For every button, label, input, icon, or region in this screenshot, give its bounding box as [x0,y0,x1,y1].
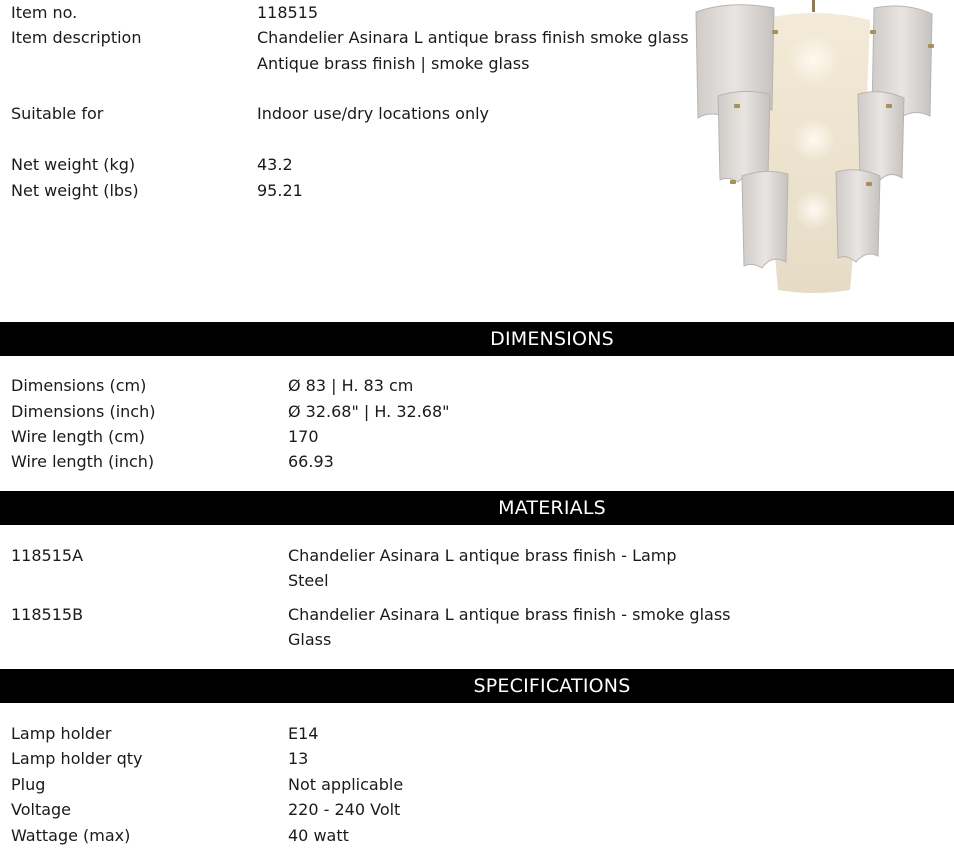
net-weight-kg-value: 43.2 [257,155,293,174]
lamp-holder-label: Lamp holder [11,724,112,743]
materials-title: MATERIALS [498,497,606,519]
specifications-header [0,669,954,703]
material-code-a: 118515A [11,546,84,565]
voltage-value: 220 - 240 Volt [288,800,401,819]
net-weight-kg-label: Net weight (kg) [11,155,136,174]
wire-length-inch-label: Wire length (inch) [11,452,155,471]
item-no-label: Item no. [11,3,78,22]
suitable-for-value: Indoor use/dry locations only [257,104,490,123]
dimensions-title: DIMENSIONS [490,328,614,350]
lamp-holder-value: E14 [288,724,319,743]
wire-length-inch-value: 66.93 [288,452,334,471]
dimensions-cm-value: Ø 83 | H. 83 cm [288,376,414,395]
lamp-holder-qty-label: Lamp holder qty [11,749,143,768]
item-description-label: Item description [11,28,142,47]
material-description-b: Chandelier Asinara L antique brass finish - smoke glass [288,605,731,624]
voltage-label: Voltage [11,800,72,819]
dimensions-header [0,322,954,356]
wire-length-cm-value: 170 [288,427,319,446]
specifications-title: SPECIFICATIONS [473,675,631,697]
plug-value: Not applicable [288,775,404,794]
net-weight-lbs-label: Net weight (lbs) [11,181,139,200]
item-description-value: Chandelier Asinara L antique brass finish smoke glass [257,28,689,47]
dimensions-inch-value: Ø 32.68" | H. 32.68" [288,402,450,421]
lamp-holder-qty-value: 13 [288,749,309,768]
wire-length-cm-label: Wire length (cm) [11,427,146,446]
material-type-a: Steel [288,571,329,590]
suitable-for-label: Suitable for [11,104,104,123]
materials-header [0,491,954,525]
wattage-label: Wattage (max) [11,826,131,845]
net-weight-lbs-value: 95.21 [257,181,303,200]
item-no-value: 118515 [257,3,319,22]
dimensions-inch-label: Dimensions (inch) [11,402,156,421]
dimensions-cm-label: Dimensions (cm) [11,376,147,395]
material-type-b: Glass [288,630,332,649]
plug-label: Plug [11,775,46,794]
material-code-b: 118515B [11,605,84,624]
item-finish-value: Antique brass finish | smoke glass [257,54,530,73]
material-description-a: Chandelier Asinara L antique brass finish - Lamp [288,546,677,565]
product-image-chandelier [690,0,938,296]
wattage-value: 40 watt [288,826,349,845]
